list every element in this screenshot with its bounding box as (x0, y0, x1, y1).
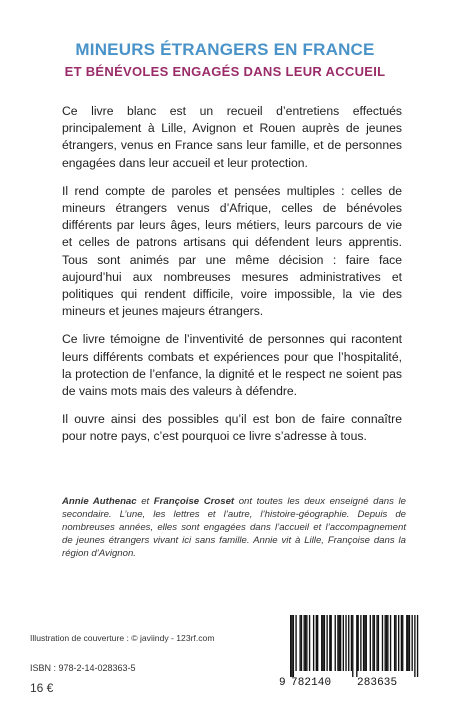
author-bio-text: ont toutes les deux enseigné dans le secondaire. L’une, les lettres et l’autre, l’histoire-géographie. Depuis de nombreuses années, elles sont engagées dans l’accueil et l’accompagnement de jeunes étrangers vivant ici sans famille. Annie vit à Lille, Françoise dans la région d’Avignon. (62, 496, 406, 559)
barcode-bars (279, 615, 421, 677)
book-title: MINEURS ÉTRANGERS EN FRANCE (75, 40, 375, 59)
back-cover-text (62, 103, 402, 457)
author-name-2: Françoise Croset (153, 496, 235, 507)
book-subtitle: ET BÉNÉVOLES ENGAGÉS DANS LEUR ACCUEIL (64, 64, 386, 79)
author-name-1: Annie Authenac (62, 496, 137, 507)
barcode-group-2: 283635 (357, 677, 398, 689)
barcode-first-digit: 9 (279, 677, 286, 689)
barcode-group-1: 782140 (291, 677, 332, 689)
barcode (279, 615, 421, 695)
isbn: ISBN : 978-2-14-028363-5 (30, 663, 136, 673)
cover-credit: Illustration de couverture : © javiindy - 123rf.com (30, 633, 215, 643)
paragraph-4: Il ouvre ainsi des possibles qu’il est bon de faire connaître pour notre pays, c’est pourquoi ce livre s’adresse à tous. (62, 412, 402, 444)
paragraph-1: Ce livre blanc est un recueil d’entretiens effectués principalement à Lille, Avignon et Rouen auprès de jeunes étrangers, venus en France sans leur famille, et de personnes engagées dans leur accueil et leur protection. (62, 104, 402, 170)
paragraph-2: Il rend compte de paroles et pensées multiples : celles de mineurs étrangers venus d’Afrique, celles de bénévoles différents par leurs âges, leurs métiers, leurs parcours de vie et celles de patrons artisans qui défendent leurs apprentis. Tous sont animés par une même décision : faire face aujourd’hui aux nombreuses mesures administratives et politiques qui rendent difficile, voire impossible, la vie des mineurs et jeunes majeurs étrangers. (62, 183, 402, 319)
author-bio (62, 495, 406, 560)
paragraph-3: Ce livre témoigne de l’inventivité de personnes qui racontent leurs différents combats et expériences pour que l’hospitalité, la protection de l’enfance, la dignité et le respect ne soient pas de vains mots mais des valeurs à défendre. (62, 332, 402, 399)
author-connector: et (136, 496, 154, 507)
price: 16 € (30, 681, 54, 695)
